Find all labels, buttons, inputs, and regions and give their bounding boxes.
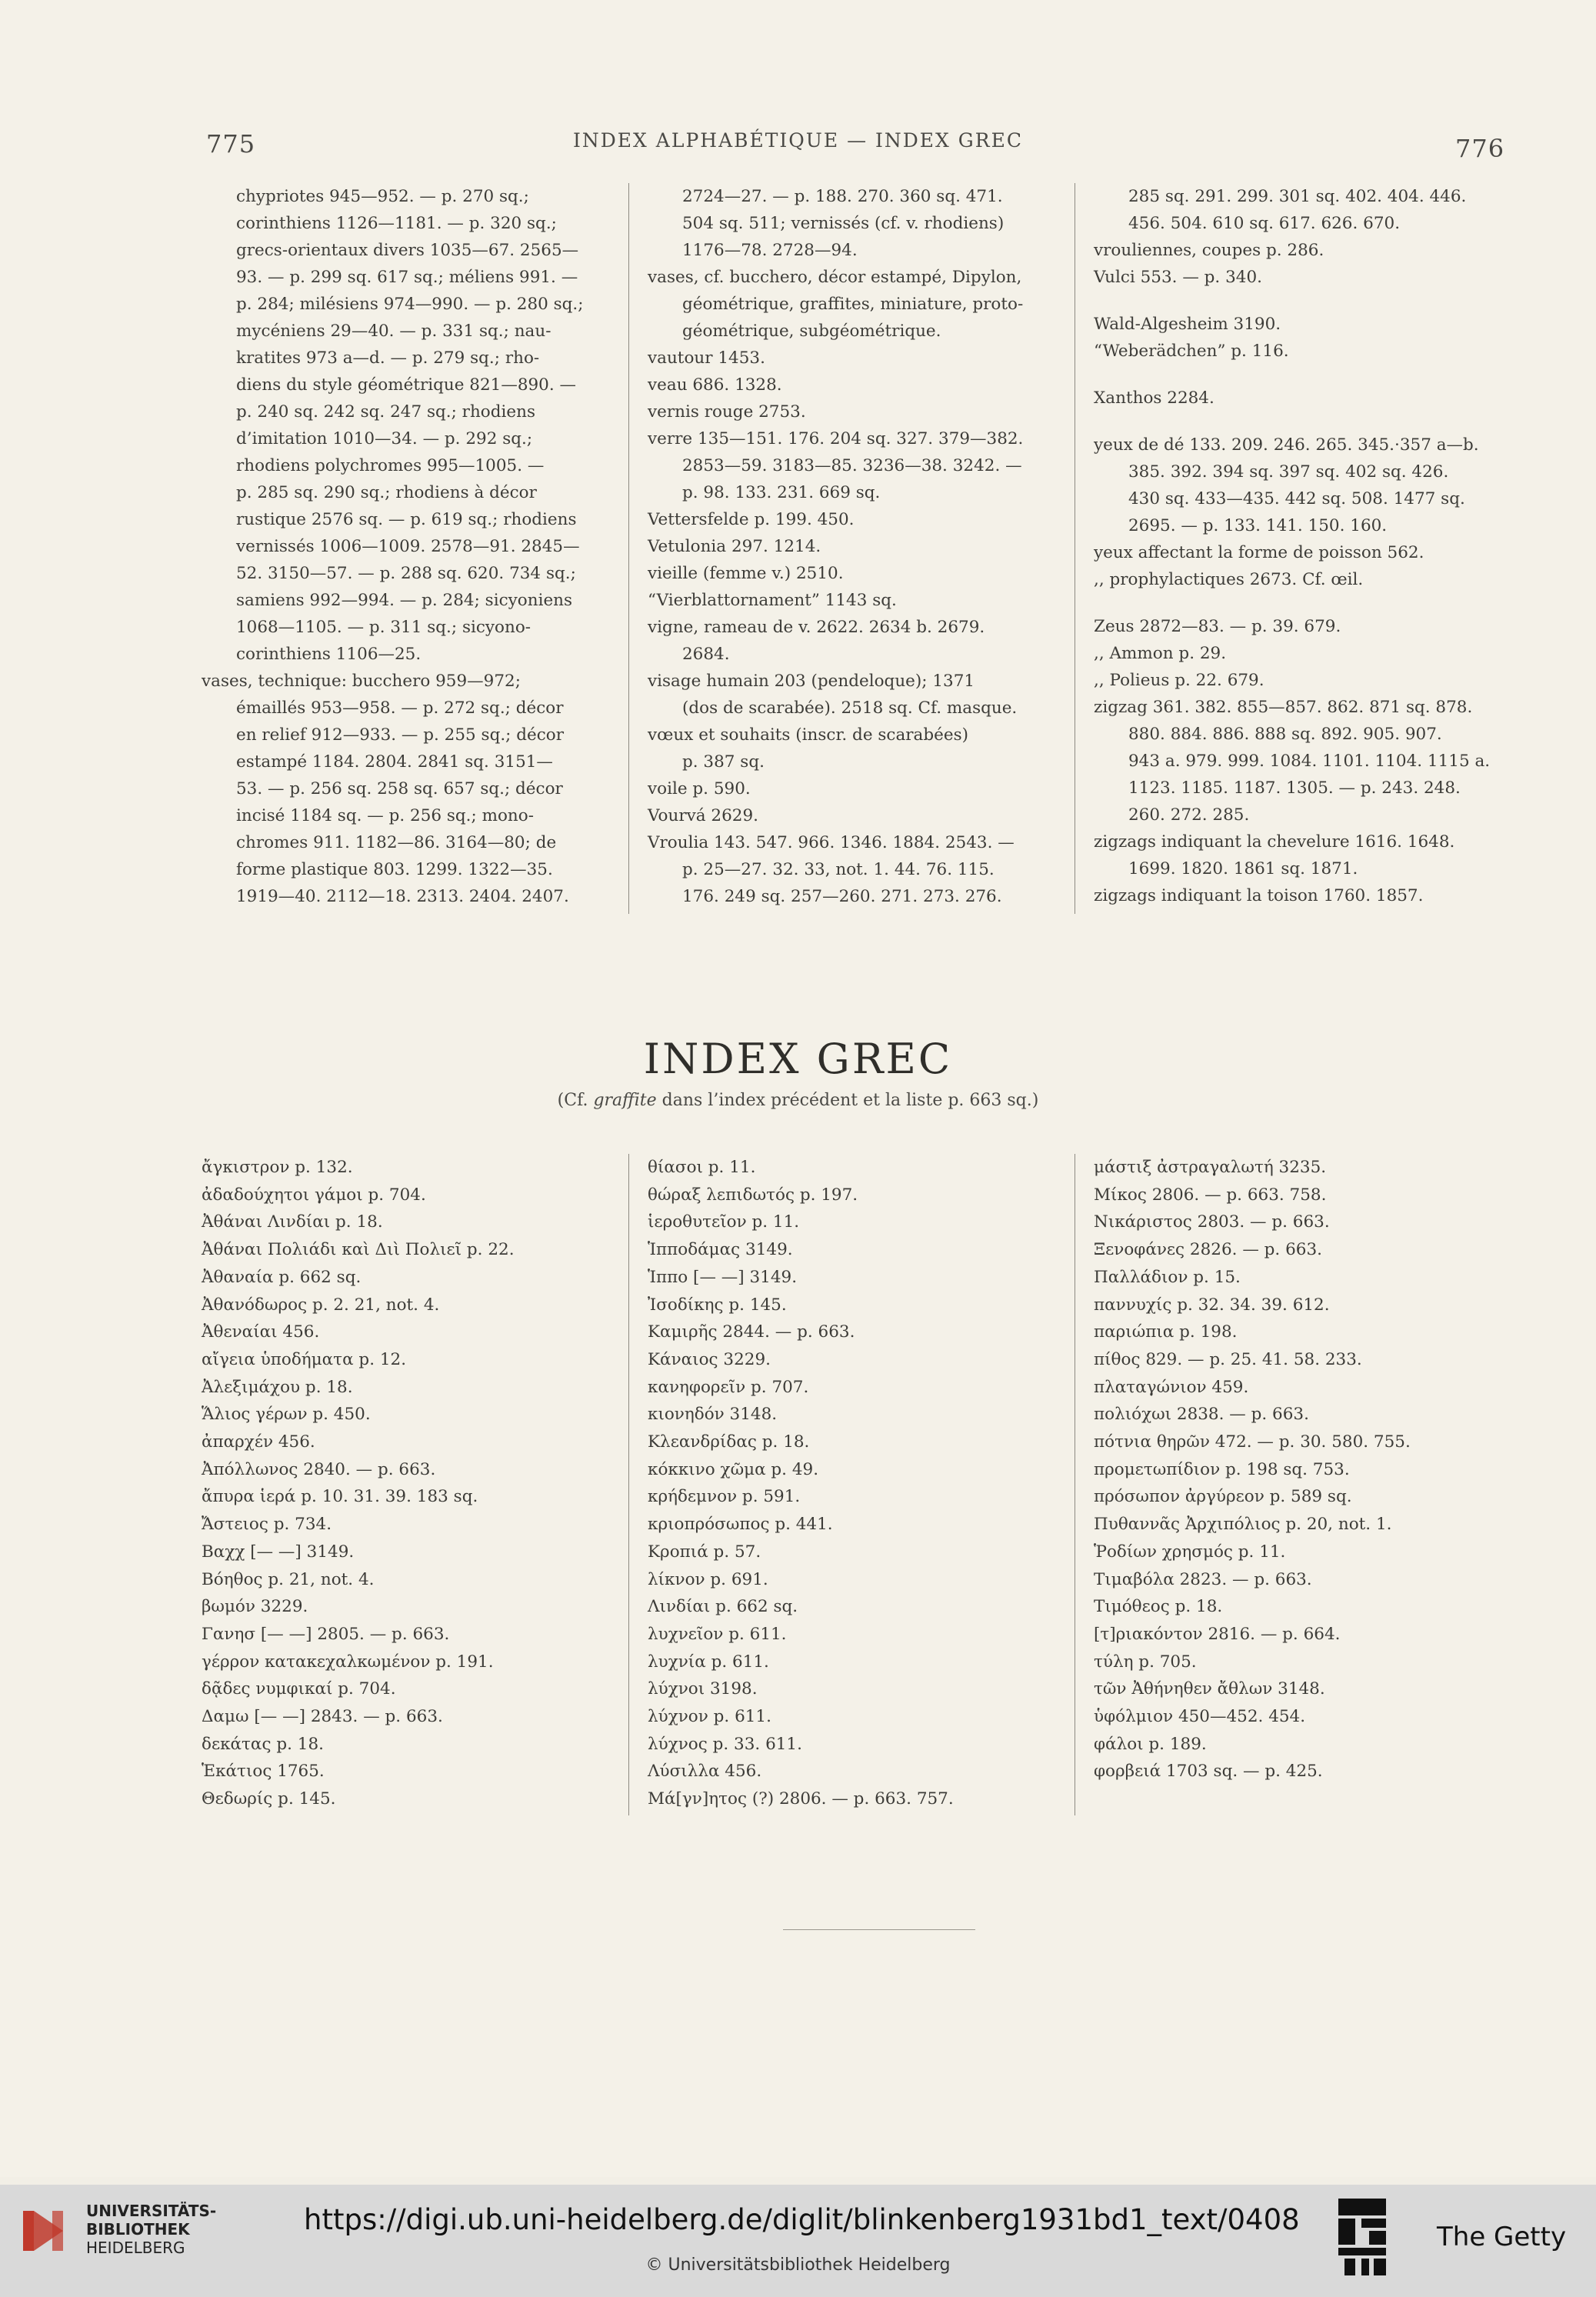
index-entry-line: verre 135—151. 176. 204 sq. 327. 379—382. xyxy=(648,429,1024,448)
index-entry-line: 52. 3150—57. — p. 288 sq. 620. 734 sq.; xyxy=(236,564,576,583)
greek-index-entry: Ἀπόλλωνος 2840. — p. 663. xyxy=(202,1459,436,1479)
grec-column-3 xyxy=(1094,1154,1501,1815)
alpha-column-3 xyxy=(1094,183,1501,914)
greek-index-entry: Ἀλεξιμάχου p. 18. xyxy=(202,1377,353,1397)
index-entry-line: vieille (femme v.) 2510. xyxy=(648,564,844,583)
index-entry-line: Vourvá 2629. xyxy=(648,806,758,825)
greek-index-entry: ἱεροθυτεῖον p. 11. xyxy=(648,1212,800,1232)
index-entry-line: 943 a. 979. 999. 1084. 1101. 1104. 1115 a. xyxy=(1128,752,1491,771)
index-entry-line: vases, cf. bucchero, décor estampé, Dipylon, xyxy=(648,268,1022,287)
left-page-number: 775 xyxy=(206,129,256,158)
grec-column-2 xyxy=(648,1154,1055,1815)
index-entry-line: 2684. xyxy=(682,645,730,664)
greek-index-entry: ἀπαρχέν 456. xyxy=(202,1432,315,1452)
running-header xyxy=(0,123,1596,162)
index-entry-line: vrouliennes, coupes p. 286. xyxy=(1094,241,1324,260)
index-entry-line: 260. 272. 285. xyxy=(1128,805,1250,825)
greek-index-entry: Ἰσοδίκης p. 145. xyxy=(648,1295,787,1315)
greek-index-entry: λυχνεῖον p. 611. xyxy=(648,1624,787,1644)
index-entry-line: ,, Polieus p. 22. 679. xyxy=(1094,671,1264,690)
index-entry-line: zigzags indiquant la chevelure 1616. 1648. xyxy=(1094,832,1455,852)
greek-index-entry: θίασοι p. 11. xyxy=(648,1158,756,1177)
greek-index-entry: Ἅλιος γέρων p. 450. xyxy=(202,1405,371,1425)
greek-index-entry: ἄγκιστρον p. 132. xyxy=(202,1158,353,1177)
index-entry-line: 1123. 1185. 1187. 1305. — p. 243. 248. xyxy=(1128,778,1461,798)
greek-index-entry: ἄπυρα ἱερά p. 10. 31. 39. 183 sq. xyxy=(202,1487,478,1507)
greek-index-entry: Θεδωρίς p. 145. xyxy=(202,1789,336,1809)
greek-index-entry: λύχνοι 3198. xyxy=(648,1679,758,1699)
column-divider xyxy=(628,183,629,914)
index-entry-line: 1699. 1820. 1861 sq. 1871. xyxy=(1128,859,1358,878)
index-entry-line: géométrique, subgéométrique. xyxy=(682,322,941,341)
greek-index-entry: κανηφορεῖν p. 707. xyxy=(648,1377,809,1397)
index-entry-line: p. 285 sq. 290 sq.; rhodiens à décor xyxy=(236,483,537,502)
greek-index-entry: προμετωπίδιον p. 198 sq. 753. xyxy=(1094,1459,1350,1479)
alpha-column-2 xyxy=(648,183,1055,914)
greek-index-entry: λύχνος p. 33. 611. xyxy=(648,1734,802,1754)
index-entry-line: 1068—1105. — p. 311 sq.; sicyono- xyxy=(236,618,531,637)
greek-index-entry: ὑφόλμιον 450—452. 454. xyxy=(1094,1707,1306,1727)
end-rule xyxy=(783,1929,975,1930)
greek-index-entry: Γανησ [— —] 2805. — p. 663. xyxy=(202,1624,450,1644)
index-entry-line: Vetulonia 297. 1214. xyxy=(648,537,821,556)
greek-index-entry: λίκνον p. 691. xyxy=(648,1569,768,1589)
index-entry-line: chypriotes 945—952. — p. 270 sq.; xyxy=(236,187,529,206)
heidelberg-library-logo-icon xyxy=(17,2200,78,2262)
index-entry-line: Wald-Algesheim 3190. xyxy=(1094,315,1281,334)
greek-index-entry: Νικάριστος 2803. — p. 663. xyxy=(1094,1212,1330,1232)
index-entry-line: 1176—78. 2728—94. xyxy=(682,241,858,260)
greek-index-entry: Δαμω [— —] 2843. — p. 663. xyxy=(202,1707,443,1727)
index-entry-line: corinthiens 1106—25. xyxy=(236,645,421,664)
greek-index-entry: πλαταγώνιον 459. xyxy=(1094,1377,1249,1397)
greek-index-entry: Λινδίαι p. 662 sq. xyxy=(648,1597,798,1617)
index-entry-line: (dos de scarabée). 2518 sq. Cf. masque. xyxy=(682,698,1018,718)
index-entry-line: vernissés 1006—1009. 2578—91. 2845— xyxy=(236,537,580,556)
greek-index-entry: φορβειά 1703 sq. — p. 425. xyxy=(1094,1762,1323,1782)
index-entry-line: “Weberädchen” p. 116. xyxy=(1094,342,1289,361)
greek-index-entry: Κάναιος 3229. xyxy=(648,1349,771,1369)
permalink-url[interactable]: https://digi.ub.uni-heidelberg.de/diglit/blinkenberg1931bd1_text/0408 xyxy=(304,2203,1300,2236)
index-entry-line: vautour 1453. xyxy=(648,348,765,368)
index-entry-line: géométrique, graffites, miniature, proto- xyxy=(682,295,1024,314)
greek-index-entry: Ἀθάναι Πολιάδι καὶ Διὶ Πολιεῖ p. 22. xyxy=(202,1240,515,1260)
index-entry-line: grecs-orientaux divers 1035—67. 2565— xyxy=(236,241,579,260)
index-entry-line: “Vierblattornament” 1143 sq. xyxy=(648,591,897,610)
index-entry-line: mycéniens 29—40. — p. 331 sq.; nau- xyxy=(236,322,551,341)
subtitle-prefix: (Cf. xyxy=(557,1091,588,1110)
alpha-column-1 xyxy=(202,183,609,914)
index-entry-line: p. 387 sq. xyxy=(682,752,765,772)
index-entry-line: 53. — p. 256 sq. 258 sq. 657 sq.; décor xyxy=(236,779,563,798)
greek-index-entry: πίθος 829. — p. 25. 41. 58. 233. xyxy=(1094,1349,1362,1369)
library-name xyxy=(86,2202,216,2257)
index-entry-line: 456. 504. 610 sq. 617. 626. 670. xyxy=(1128,214,1401,233)
greek-index-entry: θώραξ λεπιδωτός p. 197. xyxy=(648,1185,858,1205)
index-entry-line: 385. 392. 394 sq. 397 sq. 402 sq. 426. xyxy=(1128,462,1449,482)
index-entry-line: yeux affectant la forme de poisson 562. xyxy=(1094,543,1424,562)
index-entry-line: Vulci 553. — p. 340. xyxy=(1094,268,1262,287)
greek-index-entry: πολιόχωι 2838. — p. 663. xyxy=(1094,1405,1309,1425)
index-entry-line: estampé 1184. 2804. 2841 sq. 3151— xyxy=(236,752,553,772)
index-grec-subtitle xyxy=(0,1091,1596,1110)
greek-index-entry: τῶν Ἀθήνηθεν ἄθλων 3148. xyxy=(1094,1679,1325,1699)
greek-index-entry: Παλλάδιον p. 15. xyxy=(1094,1267,1241,1287)
greek-index-entry: Ἑκάτιος 1765. xyxy=(202,1762,325,1782)
index-entry-line: voile p. 590. xyxy=(648,779,751,798)
index-entry-line: zigzags indiquant la toison 1760. 1857. xyxy=(1094,886,1424,905)
index-entry-line: 176. 249 sq. 257—260. 271. 273. 276. xyxy=(682,887,1002,906)
index-entry-line: 430 sq. 433—435. 442 sq. 508. 1477 sq. xyxy=(1128,489,1465,508)
greek-index-entry: δεκάτας p. 18. xyxy=(202,1734,324,1754)
greek-index-entry: [τ]ριακόντον 2816. — p. 664. xyxy=(1094,1624,1341,1644)
index-entry-line: vigne, rameau de v. 2622. 2634 b. 2679. xyxy=(648,618,985,637)
greek-index-entry: Πυθαννᾶς Ἀρχιπόλιος p. 20, not. 1. xyxy=(1094,1515,1392,1535)
index-entry-line: p. 284; milésiens 974—990. — p. 280 sq.; xyxy=(236,295,584,314)
index-entry-line: 2724—27. — p. 188. 270. 360 sq. 471. xyxy=(682,187,1003,206)
subtitle-suffix: dans l’index précédent et la liste p. 663 sq.) xyxy=(661,1091,1039,1110)
copyright-notice: © Universitätsbibliothek Heidelberg xyxy=(645,2255,951,2275)
index-entry-line: 285 sq. 291. 299. 301 sq. 402. 404. 446. xyxy=(1128,187,1467,206)
index-entry-line: Vettersfelde p. 199. 450. xyxy=(648,510,855,529)
greek-index-entry: Βόηθος p. 21, not. 4. xyxy=(202,1569,375,1589)
greek-index-entry: κριοπρόσωπος p. 441. xyxy=(648,1515,833,1535)
greek-index-entry: ἀδαδούχητοι γάμοι p. 704. xyxy=(202,1185,426,1205)
greek-index-entry: Τιμαβόλα 2823. — p. 663. xyxy=(1094,1569,1312,1589)
index-entry-line: 880. 884. 886. 888 sq. 892. 905. 907. xyxy=(1128,725,1442,744)
entry-gap xyxy=(1094,412,1501,432)
greek-index-entry: λύχνον p. 611. xyxy=(648,1707,771,1727)
greek-index-entry: παριώπια p. 198. xyxy=(1094,1322,1238,1342)
greek-index-entry: Ἀθανόδωρος p. 2. 21, not. 4. xyxy=(202,1295,440,1315)
greek-index-entry: πότνια θηρῶν 472. — p. 30. 580. 755. xyxy=(1094,1432,1411,1452)
greek-index-entry: γέρρον κατακεχαλκωμένον p. 191. xyxy=(202,1652,494,1672)
getty-logo-icon xyxy=(1338,2199,1386,2275)
index-entry-line: vases, technique: bucchero 959—972; xyxy=(202,672,521,691)
greek-index-entry: λυχνία p. 611. xyxy=(648,1652,769,1672)
index-entry-line: ,, prophylactiques 2673. Cf. œil. xyxy=(1094,570,1364,589)
greek-index-entry: κιονηδόν 3148. xyxy=(648,1405,778,1425)
index-entry-line: 2853—59. 3183—85. 3236—38. 3242. — xyxy=(682,456,1022,475)
greek-index-entry: Ἀθεναίαι 456. xyxy=(202,1322,320,1342)
greek-index-entry: Ἀθαναία p. 662 sq. xyxy=(202,1267,362,1287)
index-entry-line: 2695. — p. 133. 141. 150. 160. xyxy=(1128,516,1388,535)
greek-index-entry: Κλεανδρίδας p. 18. xyxy=(648,1432,810,1452)
viewer-footer xyxy=(0,2185,1596,2297)
index-entry-line: p. 240 sq. 242 sq. 247 sq.; rhodiens xyxy=(236,402,535,422)
index-entry-line: rhodiens polychromes 995—1005. — xyxy=(236,456,545,475)
index-entry-line: 504 sq. 511; vernissés (cf. v. rhodiens) xyxy=(682,214,1005,233)
greek-index-entry: Ῥοδίων χρησμός p. 11. xyxy=(1094,1542,1286,1562)
greek-index-entry: Ἀθάναι Λινδίαι p. 18. xyxy=(202,1212,383,1232)
index-entry-line: p. 98. 133. 231. 669 sq. xyxy=(682,483,881,502)
grec-column-1 xyxy=(202,1154,609,1815)
greek-index-entry: φάλοι p. 189. xyxy=(1094,1734,1207,1754)
greek-index-entry: πρόσωπον ἀργύρεον p. 589 sq. xyxy=(1094,1487,1352,1507)
greek-index-entry: Ἄστειος p. 734. xyxy=(202,1515,332,1535)
index-alphabetique-section xyxy=(202,183,1501,914)
greek-index-entry: Ἱπποδάμας 3149. xyxy=(648,1240,793,1260)
index-entry-line: corinthiens 1126—1181. — p. 320 sq.; xyxy=(236,214,557,233)
greek-index-entry: βωμόν 3229. xyxy=(202,1597,308,1617)
index-entry-line: kratites 973 a—d. — p. 279 sq.; rho- xyxy=(236,348,540,368)
greek-index-entry: Μά[γν]ητος (?) 2806. — p. 663. 757. xyxy=(648,1789,954,1809)
index-entry-line: d’imitation 1010—34. — p. 292 sq.; xyxy=(236,429,533,448)
greek-index-entry: μάστιξ ἀστραγαλωτή 3235. xyxy=(1094,1158,1327,1177)
greek-index-entry: Λύσιλλα 456. xyxy=(648,1762,762,1782)
library-line-1: UNIVERSITÄTS- xyxy=(86,2202,217,2220)
index-entry-line: incisé 1184 sq. — p. 256 sq.; mono- xyxy=(236,806,534,825)
getty-name: The Getty xyxy=(1437,2222,1567,2252)
index-entry-line: vernis rouge 2753. xyxy=(648,402,806,422)
entry-gap xyxy=(1094,365,1501,385)
greek-index-entry: αἴγεια ὑποδήματα p. 12. xyxy=(202,1349,407,1369)
entry-gap xyxy=(1094,593,1501,613)
right-page-number: 776 xyxy=(1455,134,1505,163)
running-title: INDEX ALPHABÉTIQUE — INDEX GREC xyxy=(573,129,1023,152)
greek-index-entry: κόκκινο χῶμα p. 49. xyxy=(648,1459,819,1479)
library-line-3: HEIDELBERG xyxy=(86,2239,185,2257)
index-entry-line: Zeus 2872—83. — p. 39. 679. xyxy=(1094,617,1341,636)
index-entry-line: ,, Ammon p. 29. xyxy=(1094,644,1227,663)
index-entry-line: Xanthos 2284. xyxy=(1094,388,1214,408)
library-line-2: BIBLIOTHEK xyxy=(86,2220,190,2239)
subtitle-italic: graffite xyxy=(593,1091,657,1110)
index-entry-line: chromes 911. 1182—86. 3164—80; de xyxy=(236,833,557,852)
greek-index-entry: Ξενοφάνες 2826. — p. 663. xyxy=(1094,1240,1322,1260)
index-entry-line: 1919—40. 2112—18. 2313. 2404. 2407. xyxy=(236,887,569,906)
entry-gap xyxy=(1094,291,1501,311)
index-entry-line: vœux et souhaits (inscr. de scarabées) xyxy=(648,725,968,745)
index-entry-line: yeux de dé 133. 209. 246. 265. 345.·357 a—b. xyxy=(1094,435,1479,455)
greek-index-entry: Μίκος 2806. — p. 663. 758. xyxy=(1094,1185,1327,1205)
index-entry-line: visage humain 203 (pendeloque); 1371 xyxy=(648,672,975,691)
greek-index-entry: Ἱππο [— —] 3149. xyxy=(648,1267,798,1287)
index-entry-line: rustique 2576 sq. — p. 619 sq.; rhodiens xyxy=(236,510,577,529)
index-grec-section xyxy=(202,1154,1501,1815)
greek-index-entry: κρήδεμνον p. 591. xyxy=(648,1487,801,1507)
index-entry-line: émaillés 953—958. — p. 272 sq.; décor xyxy=(236,698,564,718)
greek-index-entry: παννυχίς p. 32. 34. 39. 612. xyxy=(1094,1295,1330,1315)
index-entry-line: diens du style géométrique 821—890. — xyxy=(236,375,577,395)
greek-index-entry: Κροπιά p. 57. xyxy=(648,1542,761,1562)
greek-index-entry: δᾷδες νυμφικαί p. 704. xyxy=(202,1679,396,1699)
index-entry-line: veau 686. 1328. xyxy=(648,375,782,395)
index-entry-line: p. 25—27. 32. 33, not. 1. 44. 76. 115. xyxy=(682,860,995,879)
index-entry-line: zigzag 361. 382. 855—857. 862. 871 sq. 878. xyxy=(1094,698,1473,717)
index-entry-line: 93. — p. 299 sq. 617 sq.; méliens 991. — xyxy=(236,268,578,287)
index-grec-title: INDEX GREC xyxy=(643,1035,953,1083)
index-entry-line: forme plastique 803. 1299. 1322—35. xyxy=(236,860,553,879)
index-entry-line: Vroulia 143. 547. 966. 1346. 1884. 2543. — xyxy=(648,833,1015,852)
index-entry-line: samiens 992—994. — p. 284; sicyoniens xyxy=(236,591,573,610)
greek-index-entry: Τιμόθεος p. 18. xyxy=(1094,1597,1223,1617)
greek-index-entry: Καμιρῆς 2844. — p. 663. xyxy=(648,1322,855,1342)
greek-index-entry: Βαχχ [— —] 3149. xyxy=(202,1542,355,1562)
index-entry-line: en relief 912—933. — p. 255 sq.; décor xyxy=(236,725,565,745)
greek-index-entry: τύλη p. 705. xyxy=(1094,1652,1197,1672)
column-divider xyxy=(628,1154,629,1815)
